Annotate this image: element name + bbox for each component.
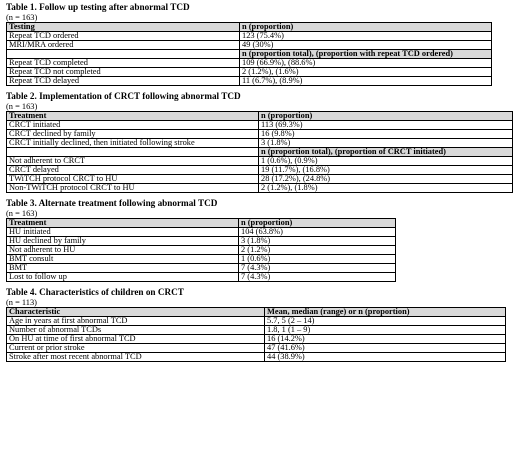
table-cell: 2 (1.2%), (1.6%): [240, 68, 492, 77]
table4: [6, 307, 506, 362]
table2-title: Table 2. Implementation of CRCT following abnormal TCD: [6, 91, 241, 101]
table-row: [7, 264, 396, 273]
table-cell: 49 (30%): [240, 41, 492, 50]
table-cell: Repeat TCD not completed: [7, 68, 240, 77]
table-cell: Repeat TCD completed: [7, 59, 240, 68]
table1-header-cell: n (proportion): [240, 23, 492, 32]
table-cell: Not adherent to CRCT: [7, 157, 259, 166]
table2-subheader-row: [7, 148, 513, 157]
table-cell: 1 (0.6%), (0.9%): [259, 157, 513, 166]
table-row: [7, 273, 396, 282]
table3-header-row: [7, 219, 396, 228]
table-row: [7, 344, 506, 353]
table2-block: [6, 91, 514, 193]
table4-header-row: [7, 308, 506, 317]
table-cell: Age in years at first abnormal TCD: [7, 317, 265, 326]
table-cell: Lost to follow up: [7, 273, 239, 282]
table4-title: Table 4. Characteristics of children on CRCT: [6, 287, 184, 297]
table-cell: MRI/MRA ordered: [7, 41, 240, 50]
table-row: [7, 326, 506, 335]
table-cell: 3 (1.8%): [239, 237, 396, 246]
table-cell: 109 (66.9%), (88.6%): [240, 59, 492, 68]
table-cell: 11 (6.7%), (8.9%): [240, 77, 492, 86]
table-cell: 5.7, 5 (2 – 14): [265, 317, 506, 326]
table-cell: 7 (4.3%): [239, 264, 396, 273]
table3-title: Table 3. Alternate treatment following abnormal TCD: [6, 198, 218, 208]
table-row: [7, 157, 513, 166]
table-cell: Current or prior stroke: [7, 344, 265, 353]
table4-header-cell: Characteristic: [7, 308, 265, 317]
table1-block: [6, 2, 514, 86]
table3-header-cell: Treatment: [7, 219, 239, 228]
table2-header-cell: n (proportion): [259, 112, 513, 121]
table-cell: 2 (1.2%): [239, 246, 396, 255]
table3-block: [6, 198, 514, 282]
table1: [6, 22, 492, 86]
table-cell: 44 (38.9%): [265, 353, 506, 362]
table-cell: 47 (41.6%): [265, 344, 506, 353]
table1-header-row: [7, 23, 492, 32]
table-cell: CRCT delayed: [7, 166, 259, 175]
table-cell: 1 (0.6%): [239, 255, 396, 264]
table-cell: Number of abnormal TCDs: [7, 326, 265, 335]
table-cell: TWiTCH protocol CRCT to HU: [7, 175, 259, 184]
table-cell: [7, 50, 240, 59]
table-cell: Repeat TCD ordered: [7, 32, 240, 41]
table-cell: 3 (1.8%): [259, 139, 513, 148]
table-row: [7, 317, 506, 326]
table2-header-cell: Treatment: [7, 112, 259, 121]
table1-subheader-row: [7, 50, 492, 59]
table-row: [7, 77, 492, 86]
table3-header-cell: n (proportion): [239, 219, 396, 228]
table-cell: Not adherent to HU: [7, 246, 239, 255]
table-cell: 7 (4.3%): [239, 273, 396, 282]
table3: [6, 218, 396, 282]
table-cell: 16 (14.2%): [265, 335, 506, 344]
table2-n: (n = 163): [6, 102, 38, 111]
table-cell: BMT consult: [7, 255, 239, 264]
table-row: [7, 166, 513, 175]
table1-header-cell: Testing: [7, 23, 240, 32]
table-row: [7, 246, 396, 255]
table-row: [7, 121, 513, 130]
table-cell: On HU at time of first abnormal TCD: [7, 335, 265, 344]
table-cell: 104 (63.8%): [239, 228, 396, 237]
table-cell: CRCT initially declined, then initiated following stroke: [7, 139, 259, 148]
table-cell: BMT: [7, 264, 239, 273]
table-row: [7, 130, 513, 139]
table-row: [7, 59, 492, 68]
table-cell: 1.8, 1 (1 – 9): [265, 326, 506, 335]
table-row: [7, 41, 492, 50]
table3-n: (n = 163): [6, 209, 38, 218]
table-cell: CRCT declined by family: [7, 130, 259, 139]
table-row: [7, 32, 492, 41]
table1-title: Table 1. Follow up testing after abnormal TCD: [6, 2, 190, 12]
table-cell: HU initiated: [7, 228, 239, 237]
table-row: [7, 335, 506, 344]
table-cell: 123 (75.4%): [240, 32, 492, 41]
table4-n: (n = 113): [6, 298, 37, 307]
table-cell: [7, 148, 259, 157]
table-row: [7, 184, 513, 193]
table-cell: 16 (9.8%): [259, 130, 513, 139]
table-row: [7, 228, 396, 237]
table-cell: 113 (69.3%): [259, 121, 513, 130]
table-cell: CRCT initiated: [7, 121, 259, 130]
table1-subheader: n (proportion total), (proportion with repeat TCD ordered): [240, 50, 492, 59]
table-cell: 28 (17.2%), (24.8%): [259, 175, 513, 184]
table2-subheader: n (proportion total), (proportion of CRCT initiated): [259, 148, 513, 157]
table-cell: HU declined by family: [7, 237, 239, 246]
table-cell: Non-TWiTCH protocol CRCT to HU: [7, 184, 259, 193]
table-row: [7, 255, 396, 264]
table-row: [7, 353, 506, 362]
table4-block: [6, 287, 514, 362]
table-row: [7, 237, 396, 246]
table-cell: 19 (11.7%), (16.8%): [259, 166, 513, 175]
table2: [6, 111, 513, 193]
table-cell: 2 (1.2%), (1.8%): [259, 184, 513, 193]
table-cell: Repeat TCD delayed: [7, 77, 240, 86]
table2-header-row: [7, 112, 513, 121]
table-row: [7, 175, 513, 184]
table-row: [7, 139, 513, 148]
table-cell: Stroke after most recent abnormal TCD: [7, 353, 265, 362]
table4-header-cell: Mean, median (range) or n (proportion): [265, 308, 506, 317]
table-row: [7, 68, 492, 77]
table1-n: (n = 163): [6, 13, 38, 22]
